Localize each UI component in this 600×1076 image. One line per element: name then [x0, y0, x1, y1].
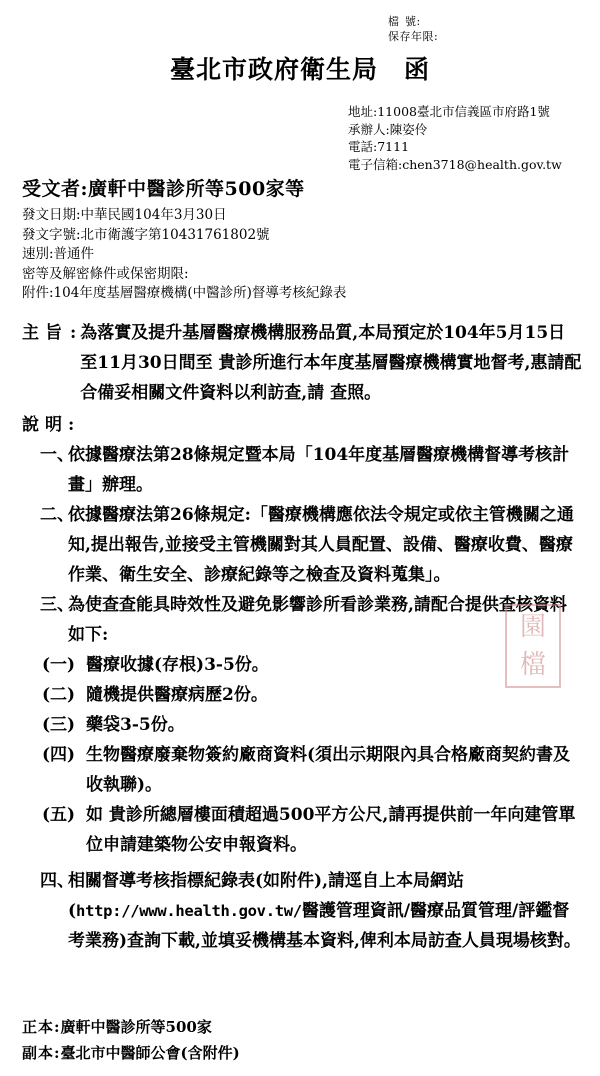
contact-officer: 承辦人:陳姿伶 — [348, 121, 428, 137]
list-item-text: 為使查查能具時效性及避免影響診所看診業務,請配合提供查核資料如下: — [68, 595, 567, 645]
document-type: 函 — [404, 55, 431, 84]
contact-block — [348, 103, 562, 173]
explanation-list-continued — [22, 866, 582, 956]
retention-period-field — [388, 29, 438, 44]
subject-colon: : — [70, 323, 77, 343]
distribution-block — [22, 1014, 240, 1066]
subject-text: 為落實及提升基層醫療機構服務品質,本局預定於104年5月15日至11月30日間至 貴診所進行本年度基層醫療機構實地督考,惠請配合備妥相關文件資料以利訪查,請 查照。 — [80, 323, 582, 403]
subject-label: 主旨 — [22, 323, 68, 343]
explanation-label: 說明 — [22, 415, 68, 435]
distribution-copy — [22, 1040, 240, 1066]
sublist-item-number: (四) — [42, 745, 76, 765]
sublist-item-number: (一) — [42, 655, 76, 675]
list-item — [22, 440, 582, 500]
page-title — [0, 50, 600, 86]
contact-phone: 電話:7111 — [348, 139, 410, 154]
sublist-item-text: 如 貴診所總層樓面積超過500平方公尺,請再提供前一年向建管單位申請建築物公安申報資料。 — [86, 805, 576, 855]
seal-char-1: 園 — [519, 612, 546, 642]
list-item-text-pre: 相關督導考核指標紀錄表(如附件),請逕自上本局網站( — [68, 871, 465, 921]
sublist-item-number: (三) — [42, 715, 76, 735]
issuing-organization: 臺北市政府衛生局 — [169, 55, 378, 84]
sublist-item-number: (五) — [42, 805, 76, 825]
list-item — [22, 590, 582, 650]
file-number-label: 檔 — [388, 15, 405, 28]
explanation-colon: : — [68, 415, 75, 435]
list-item-text — [68, 866, 582, 956]
sublist-item-text: 生物醫療廢棄物簽約廠商資料(須出示期限內具合格廠商契約書及收執聯)。 — [86, 745, 571, 795]
meta-document-number: 發文字號:北市衛護字第10431761802號 — [22, 226, 270, 243]
meta-confidentiality: 密等及解密條件或保密期限: — [22, 265, 189, 282]
recipient-line: 受文者:廣軒中醫診所等500家等 — [22, 178, 305, 200]
list-item-number: 四、 — [40, 871, 74, 891]
contact-email: 電子信箱:chen3718@health.gov.tw — [348, 156, 562, 172]
explanation-header — [22, 410, 582, 440]
meta-attachment: 附件:104年度基層醫療機構(中醫診所)督導考核紀錄表 — [22, 285, 347, 301]
subject-section — [22, 318, 582, 408]
document-metadata — [22, 206, 346, 304]
list-item-text: 依據醫療法第26條規定:「醫療機構應依法令規定或依主管機關之通知,提出報告,並接受主管機關對其人員配置、設備、醫療收費、醫療作業、衛生安全、診療紀錄等之檢查及資料蒐集」。 — [68, 505, 574, 585]
list-item-text-mid: 醫護管理資訊/醫療品質管理/評鑑督考業務)查詢下載,並填妥機構基本資料,俾利本局訪查人員現場核對。 — [68, 901, 581, 951]
file-number-field — [388, 14, 438, 29]
distribution-copy-text: 臺北市中醫師公會(含附件) — [60, 1044, 240, 1062]
list-item — [22, 800, 582, 860]
list-item — [22, 740, 582, 800]
list-item — [22, 650, 582, 680]
meta-issue-date: 發文日期:中華民國104年3月30日 — [22, 207, 227, 223]
document-body — [22, 318, 582, 956]
retention-period-label: 保存年限: — [388, 30, 439, 43]
list-item-text: 依據醫療法第28條規定暨本局「104年度基層醫療機構督導考核計畫」辦理。 — [68, 445, 570, 495]
sublist-item-number: (二) — [42, 685, 76, 705]
sublist-item-text: 藥袋3-5份。 — [86, 715, 185, 735]
explanation-list — [22, 440, 582, 650]
sublist-item-text: 隨機提供醫療病歷2份。 — [86, 685, 268, 705]
reference-url[interactable]: http://www.health.gov.tw/ — [76, 902, 302, 920]
list-item — [22, 500, 582, 590]
list-item-number: 二、 — [40, 505, 74, 525]
sublist-item-text: 醫療收據(存根)3-5份。 — [86, 655, 269, 675]
list-item-number: 三、 — [40, 595, 74, 615]
distribution-original — [22, 1014, 240, 1040]
header-fields — [388, 14, 438, 44]
explanation-sublist — [22, 650, 582, 860]
distribution-original-text: 廣軒中醫診所等500家 — [60, 1018, 212, 1036]
file-number-colon: 號: — [405, 15, 421, 28]
seal-stamp — [505, 604, 561, 688]
list-item — [22, 866, 582, 956]
meta-speed-class: 速別:普通件 — [22, 246, 95, 262]
contact-address: 地址:11008臺北市信義區市府路1號 — [348, 104, 550, 119]
list-item — [22, 680, 582, 710]
seal-char-2: 檔 — [519, 650, 546, 680]
list-item-number: 一、 — [40, 445, 74, 465]
list-item — [22, 710, 582, 740]
distribution-copy-label: 副本: — [22, 1044, 61, 1062]
distribution-original-label: 正本: — [22, 1018, 61, 1036]
